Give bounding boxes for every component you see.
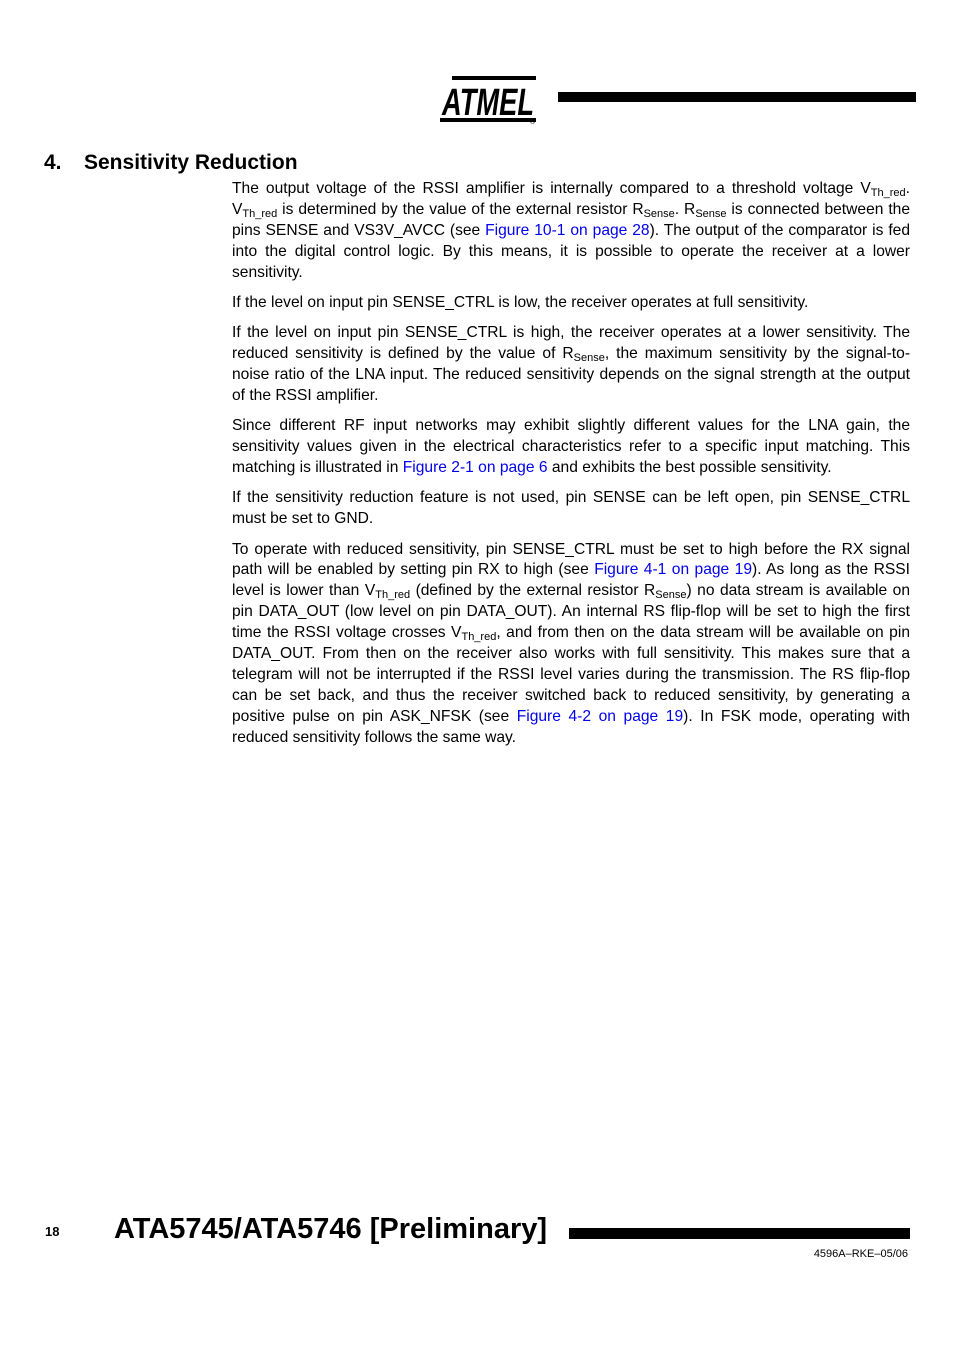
atmel-logo-graphic	[440, 74, 540, 124]
footer-rule	[569, 1228, 910, 1239]
paragraph-3: If the level on input pin SENSE_CTRL is high, the receiver operates at a lower sensitivity. The reduced sensitivity is defined by the value of $R_{Sense}$, the maximum sensitivity by the signal-to-noise ratio of the LNA input. The reduced sensitivity depends on the signal strength at the output of the RSSI amplifier.	[232, 324, 911, 404]
atmel-logo	[440, 74, 540, 124]
svg-text:ATMEL: ATMEL	[441, 82, 534, 124]
document-code: 4596A–RKE–05/06	[813, 1248, 908, 1260]
section-number: 4.	[44, 151, 62, 174]
body-text	[232, 179, 910, 758]
paragraph-5: If the sensitivity reduction feature is not used, pin SENSE can be left open, pin SENSE_CTRL must be set to GND.	[232, 489, 910, 528]
document-title: ATA5745/ATA5746 [Preliminary]	[114, 1213, 548, 1245]
paragraph-4: Since different RF input networks may exhibit slightly different values for the LNA gain, the sensitivity values given in the electrical characteristics refer to a specific input matching. This matching is illustrated in Figure 2-1 on page 6 and exhibits the best possible sensitivity.	[232, 417, 910, 477]
link-figure-4-1[interactable]: Figure 4-1 on page 19	[594, 561, 752, 579]
link-figure-10-1[interactable]: Figure 10-1 on page 28	[485, 221, 650, 239]
svg-text:®: ®	[530, 119, 536, 124]
link-figure-2-1[interactable]: Figure 2-1 on page 6	[402, 459, 548, 477]
section-heading	[44, 149, 298, 177]
page-number: 18	[45, 1224, 60, 1239]
paragraph-6: To operate with reduced sensitivity, pin SENSE_CTRL must be set to high before the RX signal path will be enabled by setting pin RX to high (see Figure 4-1 on page 19). As long as the RSSI level is lower than $V_{Th\_red}$ (defined by the external resistor $R_{Sense}$) no data stream is available on pin DATA_OUT (low level on pin DATA_OUT). An internal RS flip-flop will be set to high the first time the RSSI voltage crosses $V_{Th\_red}$, and from then on the data stream will be available on pin DATA_OUT. From then on the receiver also works with full sensitivity. This makes sure that a telegram will not be interrupted if the RSSI level varies during the transmission. The RS flip-flop can be set back, and thus the receiver switched back to reduced sensitivity, by generating a positive pulse on pin ASK_NFSK (see Figure 4-2 on page 19). In FSK mode, operating with reduced sensitivity follows the same way.	[232, 540, 911, 746]
paragraph-2: If the level on input pin SENSE_CTRL is low, the receiver operates at full sensitivity.	[232, 293, 809, 311]
paragraph-1: The output voltage of the RSSI amplifier is internally compared to a threshold voltage $V_{Th\_red}$. $V_{Th\_red}$ is determined by the value of the external resistor $R_{Sense}$. $R_{Sense}$ is connected between the pins SENSE and VS3V_AVCC (see Figure 10-1 on page 28). The output of the comparator is fed into the digital control logic. By this means, it is possible to operate the receiver at a lower sensitivity.	[232, 180, 911, 281]
link-figure-4-2[interactable]: Figure 4-2 on page 19	[516, 707, 684, 725]
header-rule	[558, 92, 916, 102]
section-title-text: Sensitivity Reduction	[84, 151, 298, 174]
